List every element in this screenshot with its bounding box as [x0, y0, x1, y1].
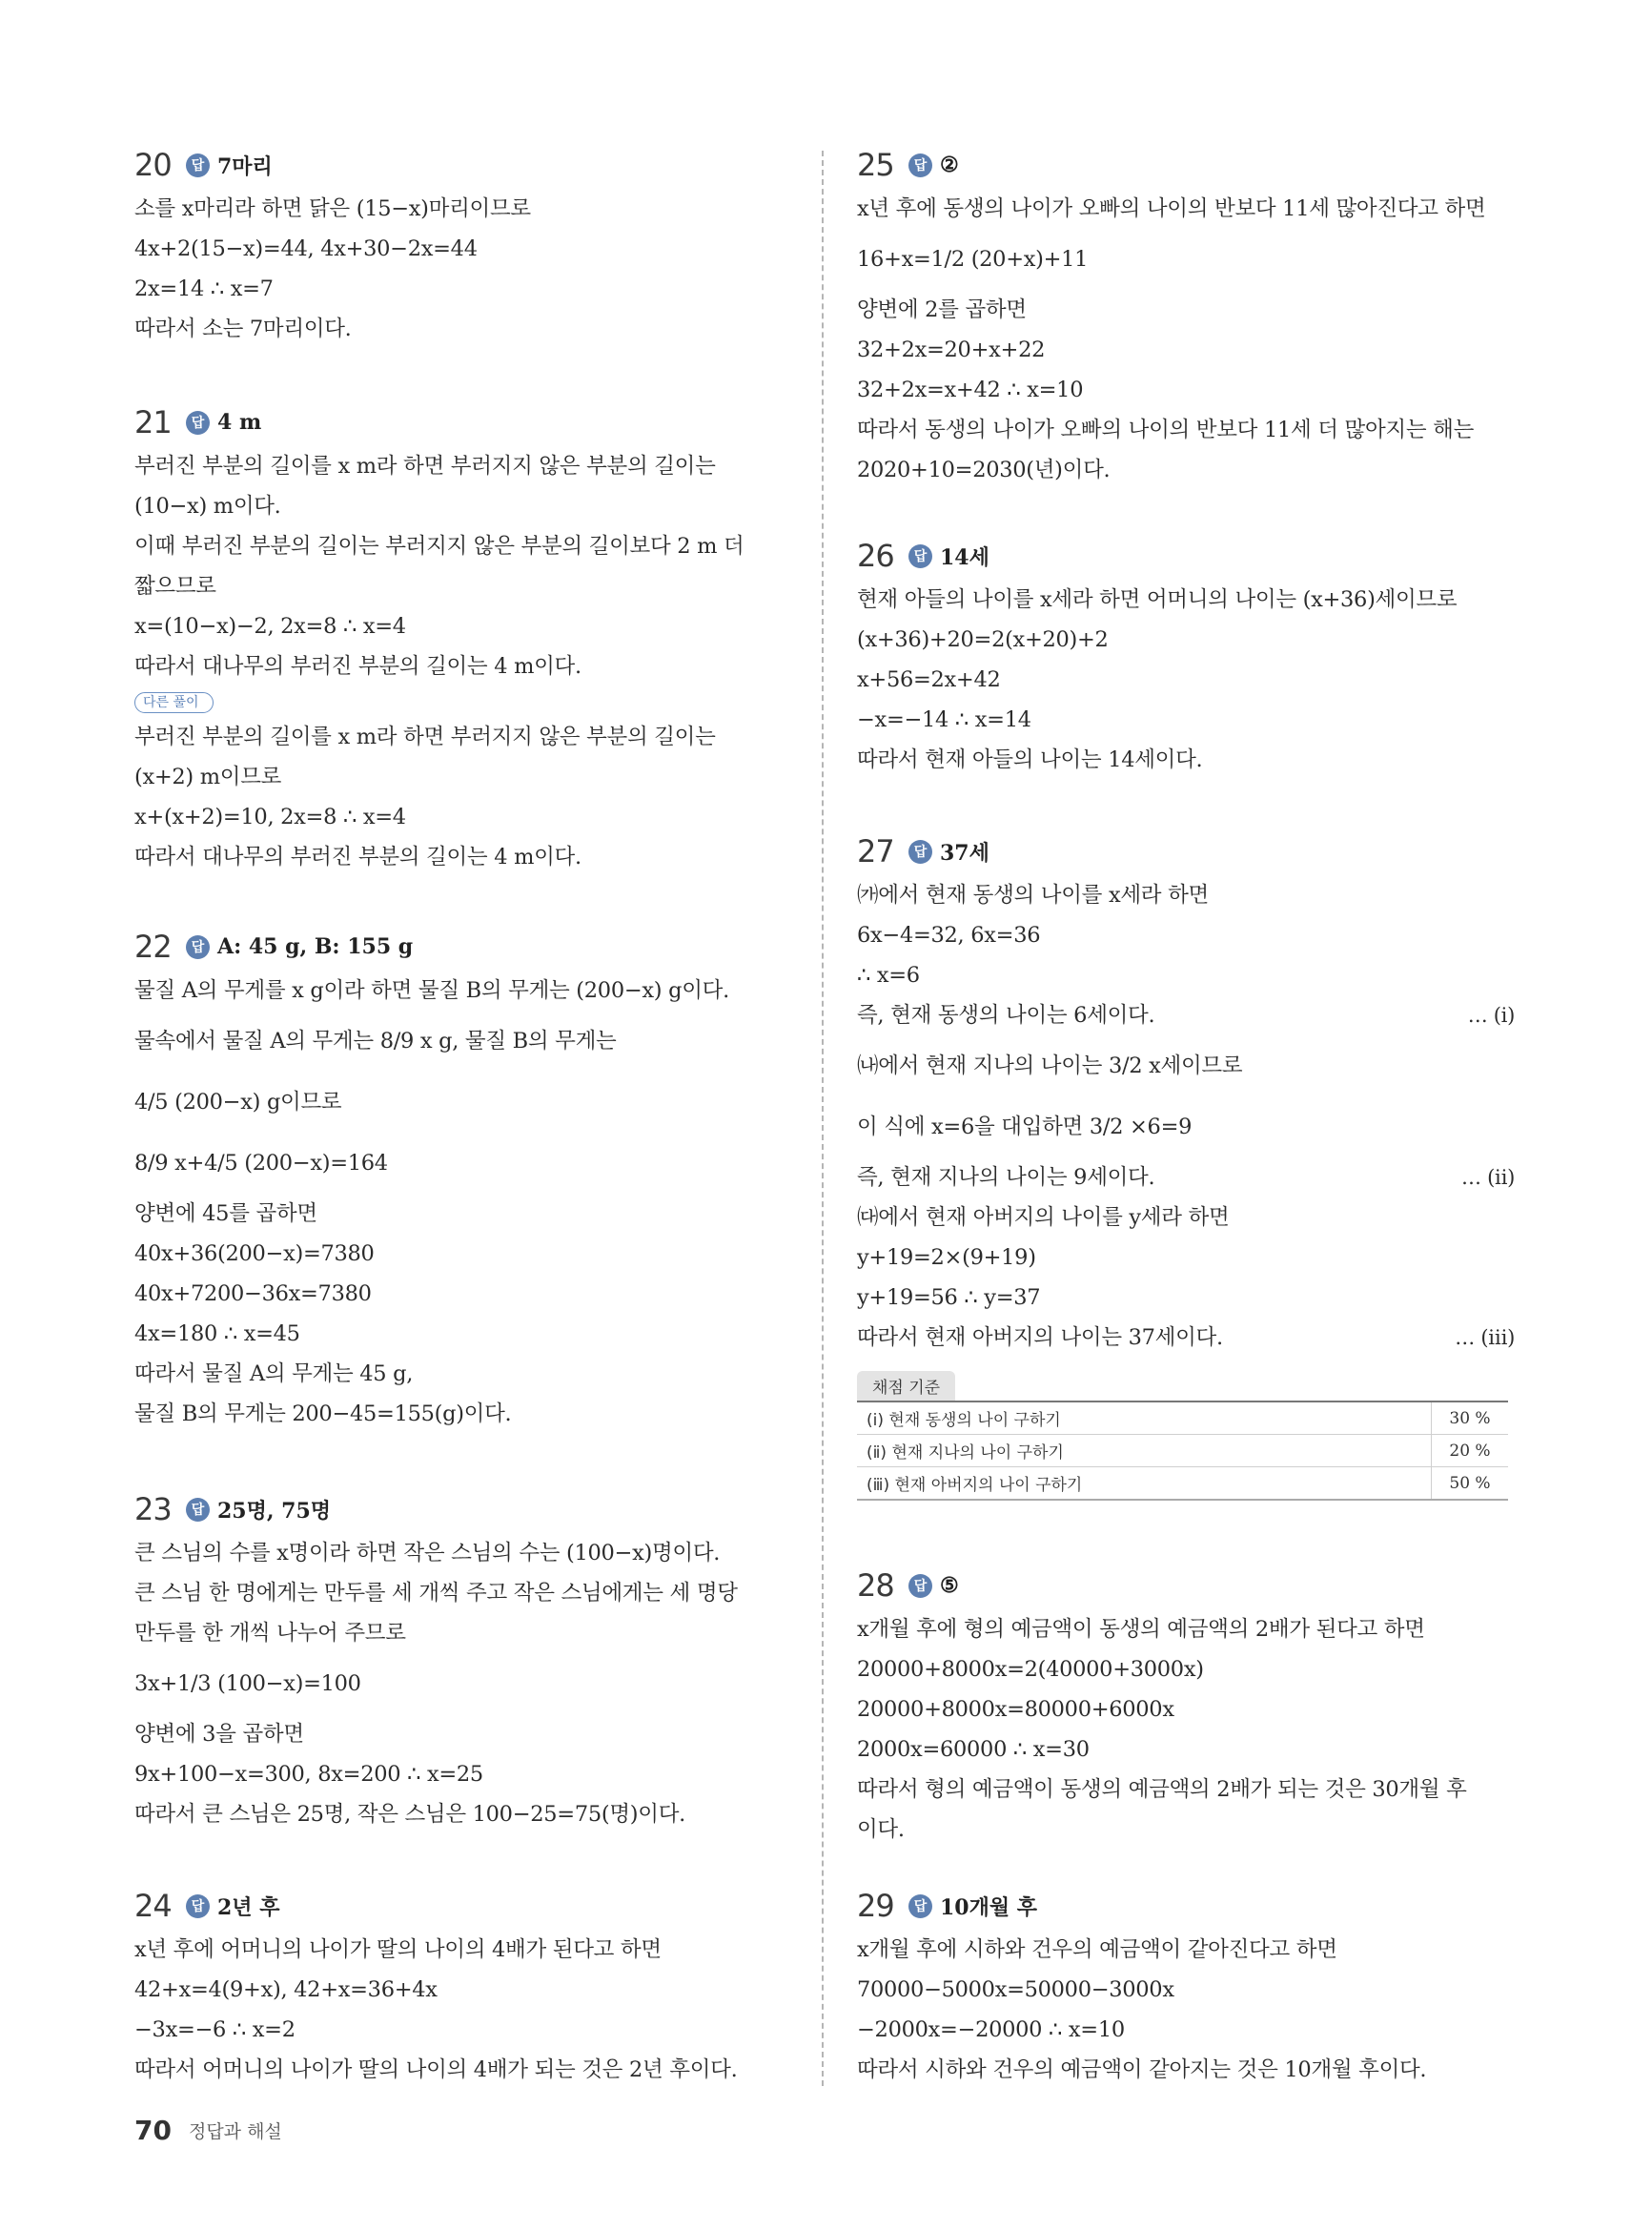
answer-text: ⑤: [940, 1573, 959, 1598]
step-mark: … (ⅱ): [1461, 1166, 1515, 1189]
solution-line: 16+x=1/2 (20+x)+11: [857, 247, 1089, 272]
solution-line: 부러진 부분의 길이를 x m라 하면 부러지지 않은 부분의 길이는: [134, 454, 716, 479]
solution-line: 큰 스님 한 명에게는 만두를 세 개씩 주고 작은 스님에게는 세 명당: [134, 1581, 738, 1606]
solution-line: 따라서 어머니의 나이가 딸의 나이의 4배가 되는 것은 2년 후이다.: [134, 2057, 738, 2082]
criteria-item: (ⅱ) 현재 지나의 나이 구하기: [857, 1435, 1432, 1467]
page-number: 70: [134, 2115, 172, 2146]
solution-line: 32+2x=20+x+22: [857, 338, 1046, 362]
solution-line: 큰 스님의 수를 x명이라 하면 작은 스님의 수는 (100−x)명이다.: [134, 1541, 721, 1565]
solution-line: 6x−4=32, 6x=36: [857, 923, 1041, 948]
solution-line: 70000−5000x=50000−3000x: [857, 1977, 1174, 2002]
alt-solution-tag: 다른 풀이: [134, 692, 214, 713]
solution-line: 만두를 한 개씩 나누어 주므로: [134, 1621, 406, 1646]
scoring-criteria: [857, 1371, 1508, 1501]
problem-22: [134, 925, 792, 1434]
solution-line: (10−x) m이다.: [134, 494, 281, 519]
solution-line-row: [857, 1157, 1515, 1197]
criteria-item: (ⅰ) 현재 동생의 나이 구하기: [857, 1401, 1432, 1435]
solution-line: 8/9 x+4/5 (200−x)=164: [134, 1151, 388, 1176]
answer-text: 14세: [940, 544, 989, 570]
solution-line: 짧으므로: [134, 574, 216, 599]
answer-text: A: 45 g, B: 155 g: [217, 934, 414, 959]
solution-line: x+(x+2)=10, 2x=8 ∴ x=4: [134, 805, 406, 829]
solution-line: y+19=56 ∴ y=37: [857, 1285, 1041, 1310]
solution-line: 따라서 소는 7마리이다.: [134, 317, 352, 341]
problem-27: [857, 829, 1515, 1501]
solution-line: x+56=2x+42: [857, 667, 1001, 692]
answer-badge-icon: 답: [908, 544, 932, 568]
problem-23: [134, 1487, 792, 1834]
solution-line: 따라서 현재 아버지의 나이는 37세이다.: [857, 1325, 1223, 1350]
answer-badge-icon: 답: [908, 840, 932, 864]
answer-text: 37세: [940, 840, 989, 866]
answer-badge-icon: 답: [908, 1574, 932, 1598]
solution-line: 현재 아들의 나이를 x세라 하면 어머니의 나이는 (x+36)세이므로: [857, 587, 1458, 612]
solution-line-row: [857, 995, 1515, 1035]
solution-line: 즉, 현재 동생의 나이는 6세이다.: [857, 1003, 1155, 1028]
column-divider: [822, 151, 824, 2086]
problem-25: [857, 143, 1515, 490]
answer-badge-icon: 답: [908, 153, 932, 177]
problem-number: 21: [134, 404, 172, 440]
problem-number: 26: [857, 538, 894, 574]
solution-line: (x+36)+20=2(x+20)+2: [857, 627, 1109, 652]
solution-line: 물질 A의 무게를 x g이라 하면 물질 B의 무게는 (200−x) g이다.: [134, 978, 729, 1003]
answer-badge-icon: 답: [186, 1498, 210, 1522]
solution-line: 4/5 (200−x) g이므로: [134, 1090, 342, 1115]
solution-line: 32+2x=x+42 ∴ x=10: [857, 378, 1084, 402]
solution-line: ㈎에서 현재 동생의 나이를 x세라 하면: [857, 883, 1209, 908]
problem-21: [134, 400, 792, 877]
problem-20: [134, 143, 792, 349]
solution-line: −3x=−6 ∴ x=2: [134, 2017, 296, 2042]
solution-line: x년 후에 동생의 나이가 오빠의 나이의 반보다 11세 많아진다고 하면: [857, 196, 1486, 221]
solution-line: 따라서 물질 A의 무게는 45 g,: [134, 1361, 414, 1386]
table-row: [857, 1401, 1508, 1435]
solution-line: 4x+2(15−x)=44, 4x+30−2x=44: [134, 236, 478, 261]
solution-line: 20000+8000x=2(40000+3000x): [857, 1657, 1204, 1682]
answer-text: 4 m: [217, 410, 262, 435]
problem-number: 27: [857, 833, 894, 869]
solution-line: −2000x=−20000 ∴ x=10: [857, 2017, 1125, 2042]
solution-line: 물속에서 물질 A의 무게는 8/9 x g, 물질 B의 무게는: [134, 1029, 617, 1054]
answer-badge-icon: 답: [186, 153, 210, 177]
criteria-percent: 30 %: [1432, 1401, 1509, 1435]
step-mark: … (ⅲ): [1455, 1326, 1515, 1349]
solution-line: ㈏에서 현재 지나의 나이는 3/2 x세이므로: [857, 1054, 1243, 1078]
scoring-criteria-table: [857, 1401, 1508, 1501]
problem-number: 28: [857, 1567, 894, 1604]
footer-title: 정답과 해설: [188, 2121, 282, 2142]
solution-line-row: [857, 1318, 1515, 1358]
problem-number: 29: [857, 1888, 894, 1924]
solution-line: 9x+100−x=300, 8x=200 ∴ x=25: [134, 1762, 483, 1787]
table-row: [857, 1435, 1508, 1467]
problem-26: [857, 534, 1515, 780]
solution-line: 40x+36(200−x)=7380: [134, 1241, 375, 1266]
step-mark: … (ⅰ): [1467, 1004, 1515, 1027]
solution-line: 따라서 형의 예금액이 동생의 예금액의 2배가 되는 것은 30개월 후: [857, 1777, 1467, 1802]
problem-number: 23: [134, 1491, 172, 1527]
solution-line: 4x=180 ∴ x=45: [134, 1321, 300, 1346]
table-row: [857, 1467, 1508, 1501]
solution-line: 3x+1/3 (100−x)=100: [134, 1671, 361, 1696]
solution-line: 20000+8000x=80000+6000x: [857, 1697, 1174, 1722]
problem-24: [134, 1884, 792, 2090]
solution-line: 40x+7200−36x=7380: [134, 1281, 372, 1306]
problem-29: [857, 1884, 1515, 2090]
solution-line: ㈐에서 현재 아버지의 나이를 y세라 하면: [857, 1205, 1230, 1230]
solution-line: ∴ x=6: [857, 963, 920, 988]
solution-line: 즉, 현재 지나의 나이는 9세이다.: [857, 1165, 1155, 1190]
solution-line: x년 후에 어머니의 나이가 딸의 나이의 4배가 된다고 하면: [134, 1937, 662, 1962]
solution-line: 물질 B의 무게는 200−45=155(g)이다.: [134, 1401, 512, 1426]
answer-text: 2년 후: [217, 1894, 280, 1920]
solution-line: 이 식에 x=6을 대입하면 3/2 ×6=9: [857, 1115, 1193, 1139]
problem-number: 22: [134, 929, 172, 965]
problem-28: [857, 1564, 1515, 1850]
solution-line: 양변에 45를 곱하면: [134, 1201, 317, 1226]
solution-line: 따라서 대나무의 부러진 부분의 길이는 4 m이다.: [134, 654, 581, 679]
solution-line: 소를 x마리라 하면 닭은 (15−x)마리이므로: [134, 196, 531, 221]
solution-line: 양변에 3을 곱하면: [134, 1722, 304, 1747]
solution-line: x=(10−x)−2, 2x=8 ∴ x=4: [134, 614, 406, 639]
answer-badge-icon: 답: [908, 1894, 932, 1918]
solution-line: 42+x=4(9+x), 42+x=36+4x: [134, 1977, 438, 2002]
solution-line: 따라서 동생의 나이가 오빠의 나이의 반보다 11세 더 많아지는 해는: [857, 418, 1475, 442]
criteria-percent: 20 %: [1432, 1435, 1509, 1467]
answer-text: ②: [940, 153, 959, 177]
solution-line: 따라서 큰 스님은 25명, 작은 스님은 100−25=75(명)이다.: [134, 1802, 685, 1827]
solution-line: 2020+10=2030(년)이다.: [857, 458, 1111, 482]
solution-line: y+19=2×(9+19): [857, 1245, 1036, 1270]
answer-badge-icon: 답: [186, 1894, 210, 1918]
answer-badge-icon: 답: [186, 935, 210, 959]
problem-number: 24: [134, 1888, 172, 1924]
answer-text: 7마리: [217, 153, 273, 179]
answer-badge-icon: 답: [186, 411, 210, 435]
solution-line: 따라서 대나무의 부러진 부분의 길이는 4 m이다.: [134, 845, 581, 869]
solution-line: 따라서 현재 아들의 나이는 14세이다.: [857, 747, 1203, 772]
criteria-percent: 50 %: [1432, 1467, 1509, 1501]
solution-line: 이다.: [857, 1817, 905, 1842]
solution-line: 이때 부러진 부분의 길이는 부러지지 않은 부분의 길이보다 2 m 더: [134, 534, 744, 559]
solution-line: 2000x=60000 ∴ x=30: [857, 1737, 1090, 1762]
solution-line: 2x=14 ∴ x=7: [134, 276, 274, 301]
problem-number: 25: [857, 147, 894, 183]
solution-line: x개월 후에 형의 예금액이 동생의 예금액의 2배가 된다고 하면: [857, 1617, 1425, 1642]
solution-line: 따라서 시하와 건우의 예금액이 같아지는 것은 10개월 후이다.: [857, 2057, 1427, 2082]
solution-line: (x+2) m이므로: [134, 765, 282, 789]
solution-line: 양변에 2를 곱하면: [857, 297, 1027, 322]
solution-line: −x=−14 ∴ x=14: [857, 707, 1031, 732]
page-footer: [134, 2115, 282, 2146]
answer-text: 10개월 후: [940, 1894, 1038, 1920]
scoring-criteria-title: 채점 기준: [857, 1371, 955, 1401]
solution-line: 부러진 부분의 길이를 x m라 하면 부러지지 않은 부분의 길이는: [134, 725, 716, 749]
answer-text: 25명, 75명: [217, 1498, 332, 1524]
solution-line: x개월 후에 시하와 건우의 예금액이 같아진다고 하면: [857, 1937, 1337, 1962]
criteria-item: (ⅲ) 현재 아버지의 나이 구하기: [857, 1467, 1432, 1501]
problem-number: 20: [134, 147, 172, 183]
